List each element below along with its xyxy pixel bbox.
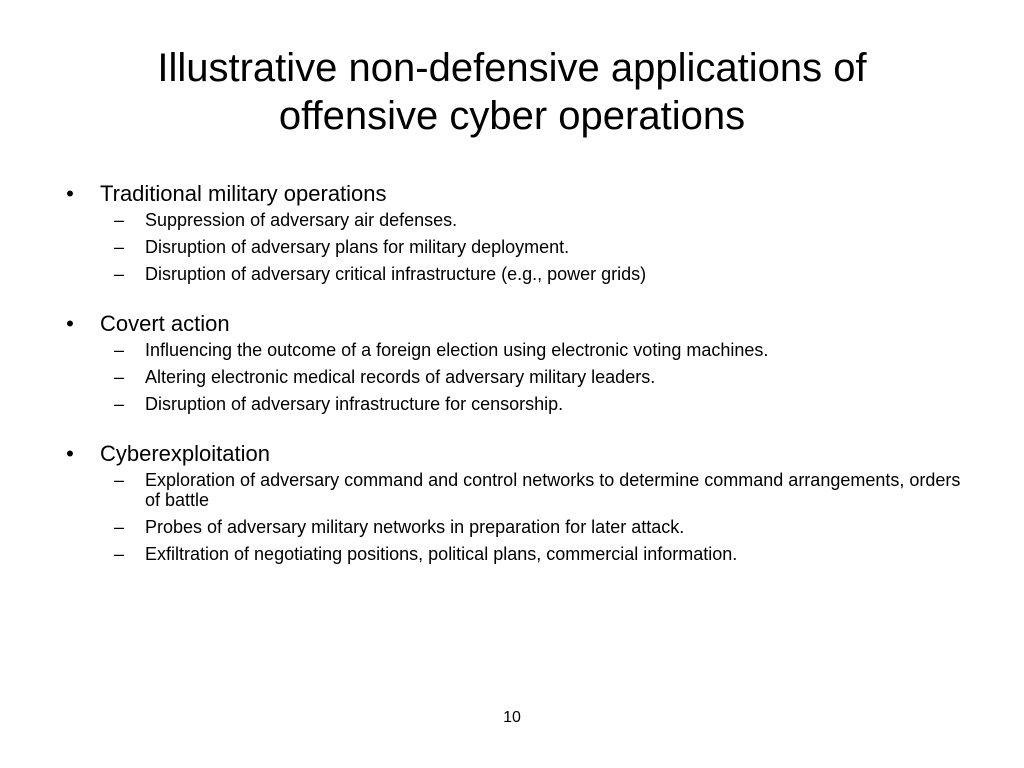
bullet-item <box>60 310 980 338</box>
bullet-heading: Covert action <box>100 311 230 336</box>
section-cyberexploitation <box>60 440 980 564</box>
sub-bullet-item <box>60 394 980 414</box>
sub-bullet-text: Disruption of adversary infrastructure for censorship. <box>145 394 564 414</box>
sub-bullet-text: Probes of adversary military networks in preparation for later attack. <box>145 517 685 537</box>
sub-bullet-text: Influencing the outcome of a foreign election using electronic voting machines. <box>145 340 769 360</box>
slide-title <box>60 44 964 140</box>
bullet-marker: • <box>66 311 74 336</box>
sub-bullet-item <box>60 517 980 537</box>
page-number: 10 <box>503 709 521 726</box>
sub-bullet-item <box>60 264 980 284</box>
sub-bullet-text: Altering electronic medical records of adversary military leaders. <box>145 367 656 387</box>
sub-bullet-text: Disruption of adversary critical infrastructure (e.g., power grids) <box>145 264 647 284</box>
bullet-item <box>60 440 980 468</box>
sub-bullet-text: Exploration of adversary command and control networks to determine command arrangements, orders of battle <box>145 470 961 510</box>
dash-marker: – <box>114 470 125 490</box>
sub-bullet-item <box>60 367 980 387</box>
dash-marker: – <box>114 517 125 537</box>
bullet-heading: Traditional military operations <box>100 181 387 206</box>
section-traditional-military <box>60 180 980 284</box>
bullet-item <box>60 180 980 208</box>
sub-bullet-list <box>60 340 980 414</box>
dash-marker: – <box>114 367 125 387</box>
dash-marker: – <box>114 264 125 284</box>
section-covert-action <box>60 310 980 414</box>
sub-bullet-item <box>60 544 980 564</box>
dash-marker: – <box>114 237 125 257</box>
dash-marker: – <box>114 210 125 230</box>
dash-marker: – <box>114 394 125 414</box>
sub-bullet-text: Disruption of adversary plans for military deployment. <box>145 237 570 257</box>
bullet-heading: Cyberexploitation <box>100 441 270 466</box>
sub-bullet-text: Suppression of adversary air defenses. <box>145 210 458 230</box>
sub-bullet-list <box>60 210 980 284</box>
bullet-content <box>60 180 980 590</box>
dash-marker: – <box>114 544 125 564</box>
sub-bullet-item <box>60 237 980 257</box>
sub-bullet-list <box>60 470 980 564</box>
bullet-marker: • <box>66 441 74 466</box>
sub-bullet-text: Exfiltration of negotiating positions, political plans, commercial information. <box>145 544 738 564</box>
sub-bullet-item <box>60 340 980 360</box>
sub-bullet-item <box>60 210 980 230</box>
sub-bullet-item <box>60 470 980 510</box>
slide-title-line-2: offensive cyber operations <box>278 94 746 138</box>
bullet-marker: • <box>66 181 74 206</box>
dash-marker: – <box>114 340 125 360</box>
slide-title-line-1: Illustrative non-defensive applications of <box>157 46 867 90</box>
